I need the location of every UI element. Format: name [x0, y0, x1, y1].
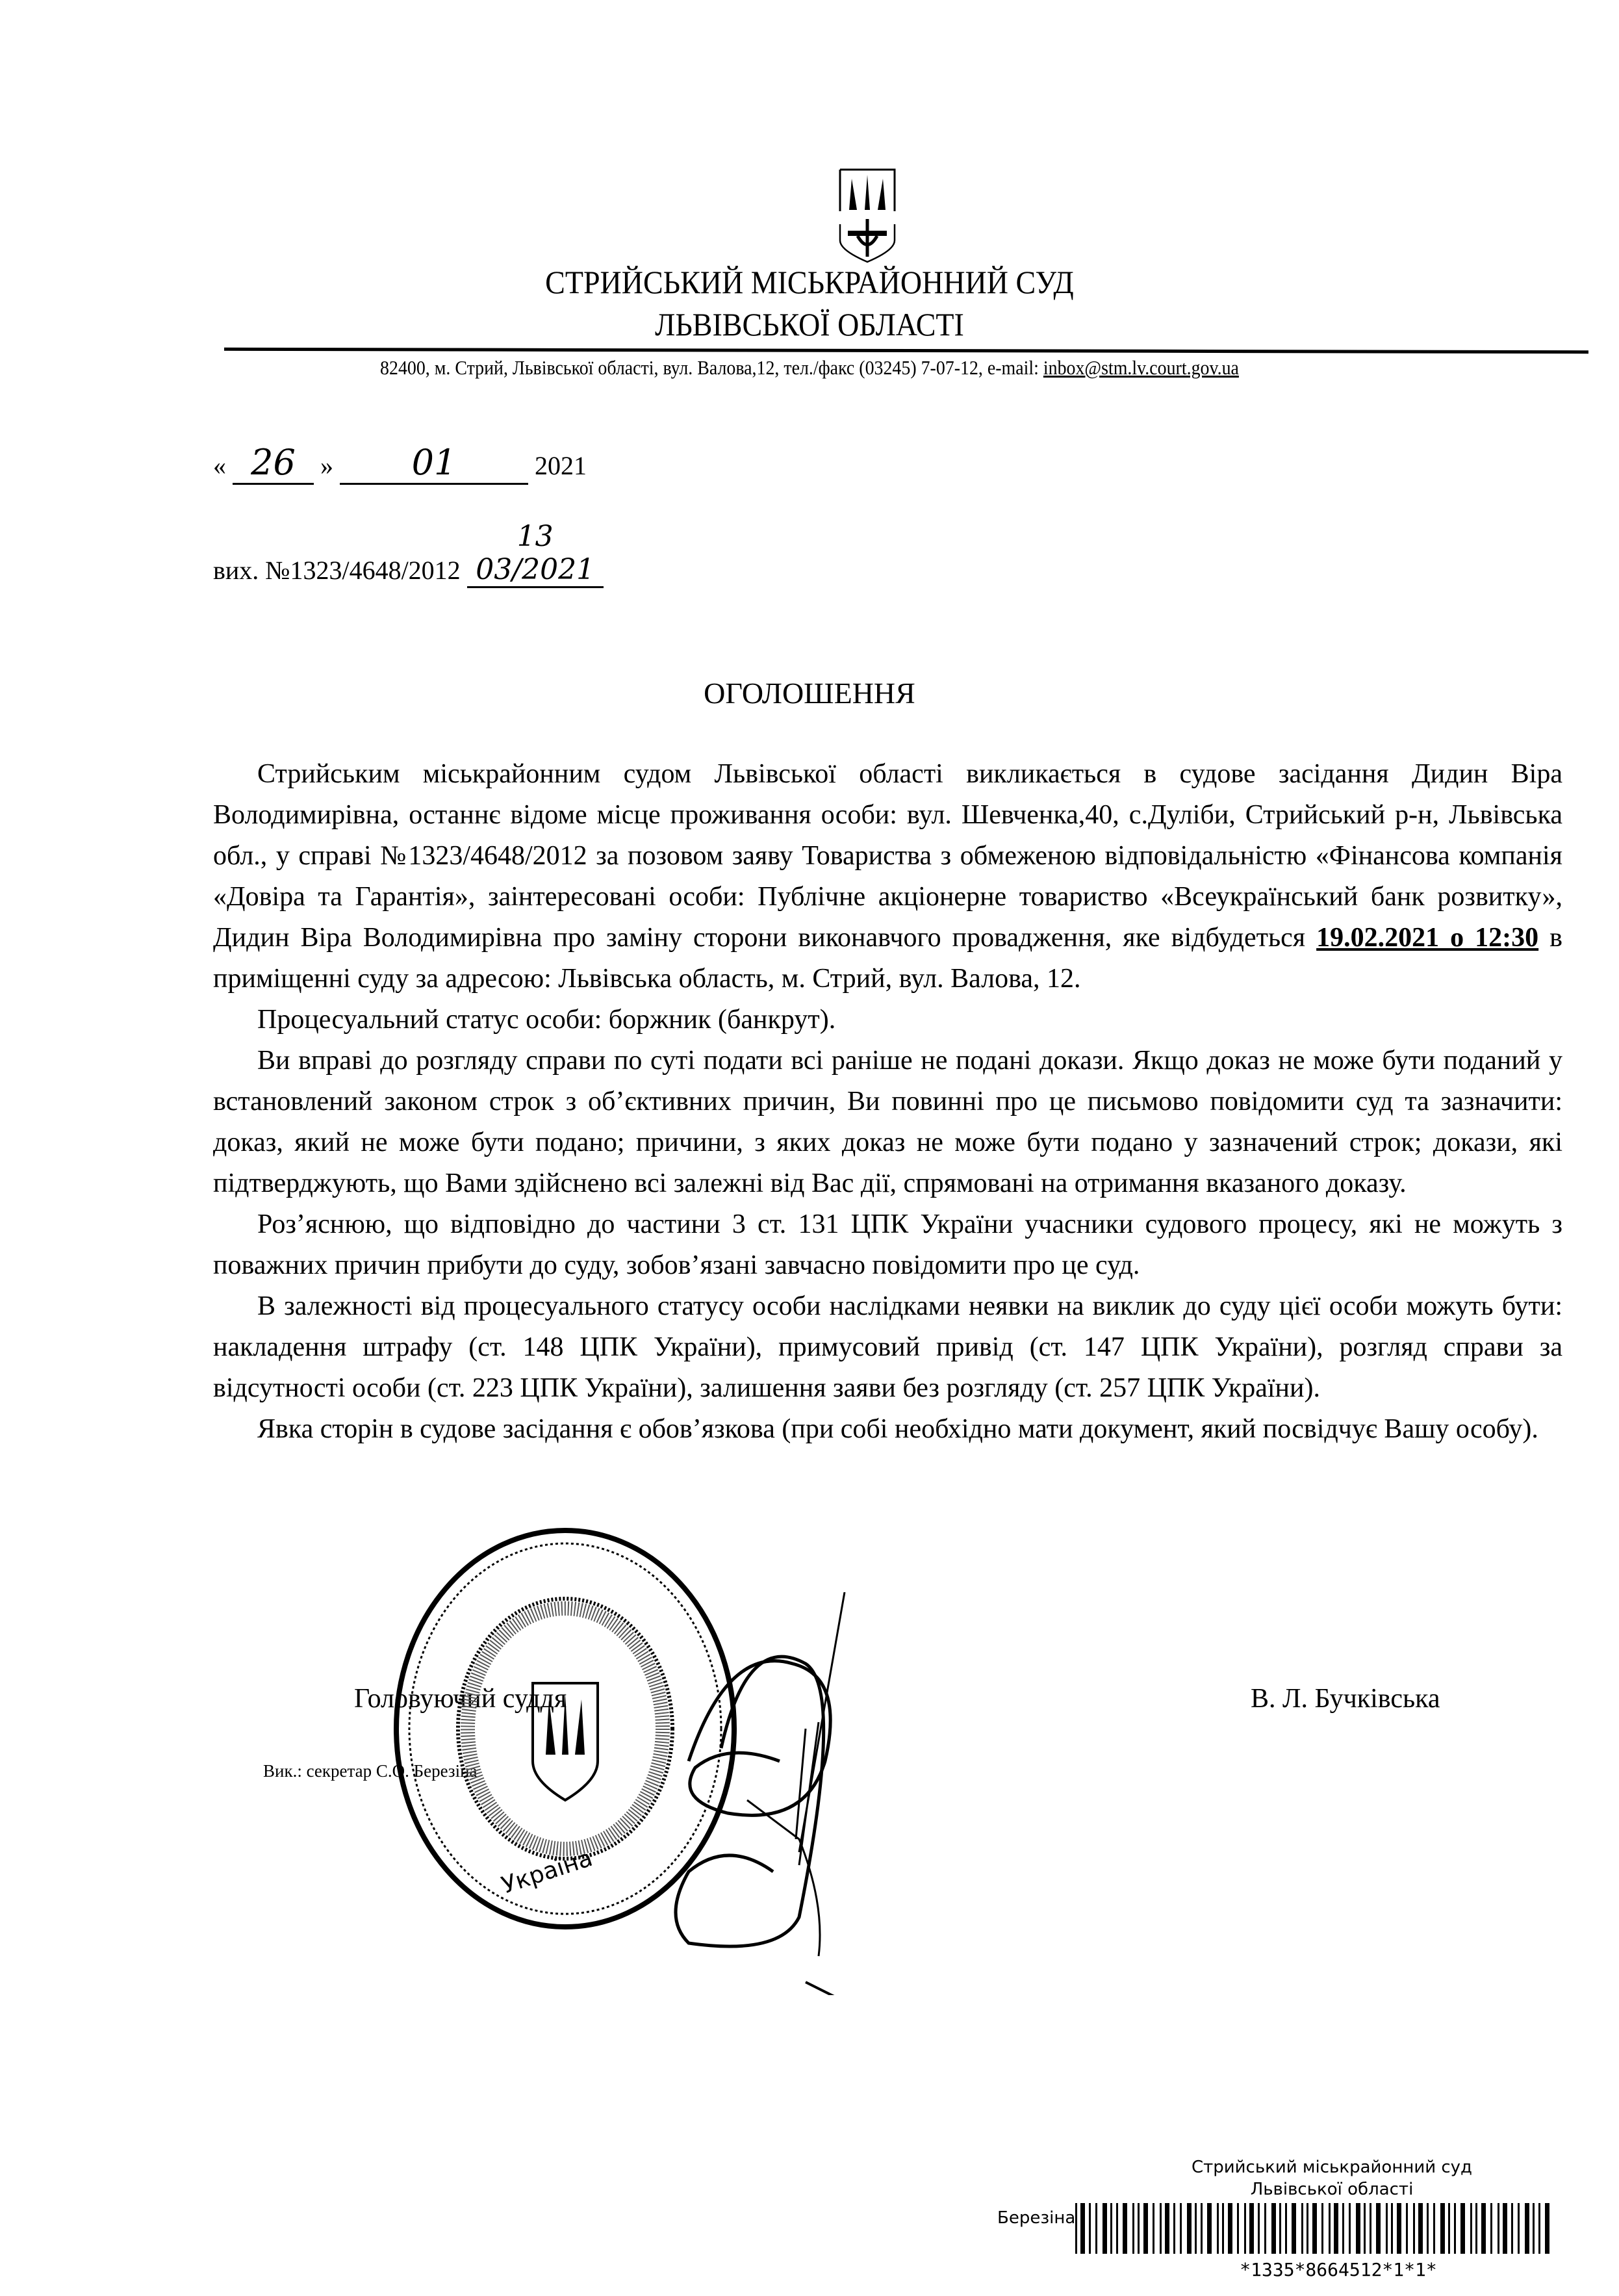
barcode-bar [1533, 2203, 1535, 2254]
barcode-bar [1334, 2203, 1338, 2254]
barcode-bar [1448, 2203, 1450, 2254]
barcode-bar [1511, 2203, 1513, 2254]
barcode-bar [1470, 2203, 1472, 2254]
barcode-bar [1538, 2203, 1540, 2254]
barcode-bar [1173, 2203, 1175, 2254]
barcode-bar [1279, 2203, 1281, 2254]
barcode-bar [1460, 2203, 1465, 2254]
barcode-bar [1095, 2203, 1097, 2254]
barcode-bar [1080, 2203, 1085, 2254]
outgoing-handwritten: 13 03/2021 [467, 520, 604, 588]
barcode-bar [1201, 2203, 1203, 2254]
barcode-bar [1440, 2203, 1445, 2254]
footer-court-name [1104, 2156, 1559, 2200]
barcode-bar [1406, 2203, 1408, 2254]
barcode-bar [1258, 2203, 1260, 2254]
document-heading: ОГОЛОШЕННЯ [704, 677, 915, 710]
email-link[interactable]: inbox@stm.lv.court.gov.ua [1043, 356, 1239, 379]
barcode-bar [1222, 2203, 1224, 2254]
barcode-bar [1143, 2203, 1148, 2254]
court-name-line1: СТРИЙСЬКИЙ МІСЬКРАЙОННИЙ СУД [545, 264, 1074, 300]
barcode-bar [1427, 2203, 1429, 2254]
announcement-body [213, 754, 1562, 1450]
barcode-bar [1089, 2203, 1091, 2254]
barcode-bar [1518, 2203, 1520, 2254]
barcode-bar [1364, 2203, 1366, 2254]
court-name-line2: ЛЬВІВСЬКОЇ ОБЛАСТІ [655, 306, 964, 342]
close-quote: » [320, 451, 333, 480]
barcode-bar [1160, 2203, 1162, 2254]
outgoing-prefix: вих. №1323/4648/2012 [213, 556, 461, 585]
barcode-bar [1356, 2203, 1360, 2254]
barcode-bar [1342, 2203, 1344, 2254]
barcode-bar [1490, 2203, 1492, 2254]
barcode-bar [1433, 2203, 1435, 2254]
barcode-bar [1207, 2203, 1212, 2254]
barcode-bar [1195, 2203, 1197, 2254]
paragraph-status: Процесуальний статус особи: боржник (банкрут). [257, 1005, 836, 1035]
barcode-bar [1454, 2203, 1456, 2254]
barcode-bar [1237, 2203, 1239, 2254]
barcode-bar [1271, 2203, 1276, 2254]
document-date [213, 442, 587, 485]
paragraph-notice: Роз’яснюю, що відповідно до частини 3 ст. 131 ЦПК України учасники судового процесу, які не можуть з поважних причин прибути до суду, зобов’язані завчасно повідомити про це суд. [213, 1209, 1562, 1280]
executor: Вик.: секретар С.О. Березіна [263, 1761, 478, 1781]
address-text: 82400, м. Стрий, Львівської області, вул. Валова,12, тел./факс (03245) 7-07-12, e-mail: [380, 356, 1043, 379]
barcode-bar [1123, 2203, 1127, 2254]
barcode-bar [1413, 2203, 1415, 2254]
barcode-bar [1418, 2203, 1423, 2254]
footer-court-line2: Львівської області [1250, 2180, 1414, 2199]
court-address [81, 356, 1538, 380]
barcode-bar [1187, 2203, 1192, 2254]
barcode-bar [1264, 2203, 1266, 2254]
barcode-bar [1545, 2203, 1549, 2254]
paragraph-attendance: Явка сторін в судове засідання є обов’язкова (при собі необхідно мати документ, який посвідчує Вашу особу). [257, 1414, 1538, 1444]
barcode-bar [1244, 2203, 1246, 2254]
barcode-bar [1132, 2203, 1134, 2254]
barcode-bar [1525, 2203, 1529, 2254]
barcode-bar [1075, 2203, 1077, 2254]
barcode-bar [1376, 2203, 1381, 2254]
barcode-number: *1335*8664512*1*1* [1240, 2259, 1437, 2280]
barcode-bar [1249, 2203, 1254, 2254]
barcode-bar [1503, 2203, 1507, 2254]
hearing-datetime: 19.02.2021 о 12:30 [1316, 923, 1539, 953]
barcode-bar [1386, 2203, 1388, 2254]
barcode-bar [1307, 2203, 1308, 2254]
footer-court-line1: Стрийський міськрайонний суд [1191, 2158, 1473, 2177]
paragraph-summons [213, 754, 1562, 1000]
header-divider [224, 348, 1588, 354]
barcode-bar [1116, 2203, 1118, 2254]
barcode-bar [1153, 2203, 1154, 2254]
barcode-bar [1329, 2203, 1331, 2254]
barcode-bar [1391, 2203, 1393, 2254]
barcode-bar [1349, 2203, 1351, 2254]
trident-emblem-icon [835, 166, 900, 263]
footer-executor-label: Березіна [997, 2208, 1076, 2228]
barcode-bar [1217, 2203, 1219, 2254]
barcode-bar [1312, 2203, 1317, 2254]
signer-name: В. Л. Бучківська [1251, 1684, 1440, 1714]
barcode-bar [1498, 2203, 1499, 2254]
summons-text: Стрийським міськрайонним судом Львівської області викликається в судове засідання Дидин Віра Володимирівна, останнє відоме місце проживання особи: вул. Шевченка,40, с.Дуліби, Стрийський р-н, Львівська обл., у справі №1323/4648/2012 за позовом заяву Товариства з обмеженою відповідальністю «Фінансова компанія «Довіра та Гарантія», заінтересовані особи: Публічне акціонерне товариство «Всеукраїнський банк розвитку», Дидин Віра Володимирівна про заміну сторони виконавчого провадження, яке відбудеться [213, 759, 1562, 953]
date-year: 2021 [535, 451, 587, 480]
outgoing-number [213, 520, 604, 588]
barcode-bar [1481, 2203, 1486, 2254]
summons-text-end: в приміщенні суду за адресою: Львівська область, м. Стрий, вул. Валова, 12. [213, 923, 1562, 994]
barcode-bar [1397, 2203, 1401, 2254]
barcode-bar [1138, 2203, 1140, 2254]
barcode-bar [1370, 2203, 1371, 2254]
barcode-bar [1301, 2203, 1303, 2254]
barcode-bar [1165, 2203, 1169, 2254]
date-day: 26 [233, 442, 314, 485]
barcode-bar [1103, 2203, 1107, 2254]
barcode-bar [1285, 2203, 1287, 2254]
barcode [1075, 2203, 1553, 2255]
signer-role: Головуючий суддя [354, 1684, 567, 1714]
stamp-bottom-text: Україна [498, 1844, 596, 1900]
barcode-bar [1475, 2203, 1477, 2254]
open-quote: « [213, 451, 226, 480]
barcode-bar [1110, 2203, 1112, 2254]
paragraph-consequences: В залежності від процесуального статусу особи наслідками неявки на виклик до суду цієї особи можуть бути: накладення штрафу (ст. 148 ЦПК України), примусовий привід (ст. 147 ЦПК України), розгляд справи за відсутності особи (ст. 223 ЦПК України), залишення заяви без розгляду (ст. 257 ЦПК України). [213, 1291, 1562, 1403]
barcode-bar [1180, 2203, 1182, 2254]
barcode-bar [1292, 2203, 1296, 2254]
date-month: 01 [340, 442, 528, 485]
barcode-bar [1321, 2203, 1323, 2254]
paragraph-evidence: Ви вправі до розгляду справи по суті подати всі раніше не подані докази. Якщо доказ не може бути поданий у встановлений законом строк з об’єктивних причин, Ви повинні про це письмово повідомити суд та зазначити: доказ, який не може бути подано; причини, з яких доказ не може бути подано у зазначений строк; докази, які підтверджують, що Вами здійснено всі залежні від Вас дії, спрямовані на отримання вказаного доказу. [213, 1046, 1562, 1198]
barcode-bar [1228, 2203, 1232, 2254]
handwritten-signature [650, 1592, 1039, 1995]
